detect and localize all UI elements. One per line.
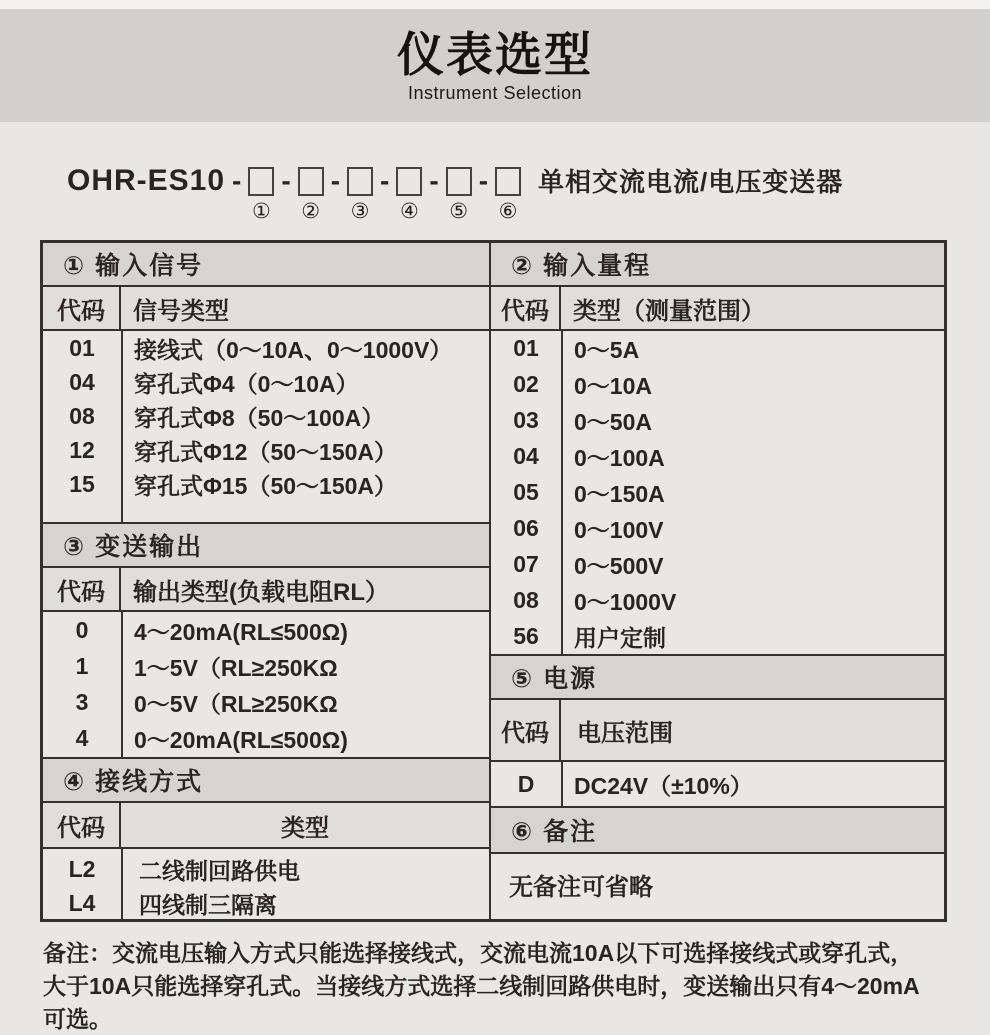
type-column-header: 类型（测量范围） xyxy=(573,297,765,325)
section-column-headers xyxy=(43,803,489,849)
section-power-supply xyxy=(491,654,944,806)
table-row xyxy=(491,403,944,439)
model-description: 单相交流电流/电压变送器 xyxy=(538,167,844,197)
model-dash: - xyxy=(429,165,439,196)
type-column-header: 类型 xyxy=(281,814,329,842)
section-title: ② 输入量程 xyxy=(491,243,944,287)
model-position-number: ② xyxy=(301,200,321,223)
row-type: 0～150A xyxy=(574,481,665,507)
model-position-number: ⑤ xyxy=(449,200,469,223)
model-position-number: ④ xyxy=(399,200,419,223)
row-code: 4 xyxy=(75,725,89,752)
table-row xyxy=(491,618,944,654)
table-row xyxy=(491,510,944,546)
row-code: 02 xyxy=(513,371,539,398)
code-column-header: 代码 xyxy=(43,287,121,329)
row-type: 0～100V xyxy=(574,516,664,543)
row-code: L2 xyxy=(68,855,96,882)
remark-content: 无备注可省略 xyxy=(509,874,653,901)
row-type: 穿孔式Φ8（50～100A） xyxy=(134,404,385,431)
row-code: 04 xyxy=(69,368,95,395)
table-row xyxy=(491,475,944,511)
model-code-slot xyxy=(396,163,422,222)
row-code: 07 xyxy=(513,550,539,577)
row-code: D xyxy=(517,770,535,797)
row-type: 接线式（0～10A、0～1000V） xyxy=(134,336,453,363)
page-subtitle: Instrument Selection xyxy=(407,82,583,103)
table-right-column xyxy=(489,243,944,919)
section-rows xyxy=(43,331,489,522)
row-code: 15 xyxy=(69,470,95,497)
code-column-header: 代码 xyxy=(43,803,121,847)
section-input-signal xyxy=(43,243,489,522)
table-row xyxy=(43,721,489,757)
section-title: ① 输入信号 xyxy=(43,243,489,287)
row-type: 1～5V（RL≥250KΩ xyxy=(134,654,338,681)
model-code-box xyxy=(347,167,373,196)
row-type: 0～5V（RL≥250KΩ xyxy=(134,691,338,718)
row-type: 0～50A xyxy=(574,409,652,436)
section-rows xyxy=(43,612,489,757)
table-row xyxy=(43,331,489,365)
top-strip xyxy=(0,0,990,9)
row-code: 03 xyxy=(513,407,539,434)
model-code-box xyxy=(396,167,422,196)
row-type: 穿孔式Φ4（0～10A） xyxy=(134,370,359,397)
section-column-headers xyxy=(491,700,944,762)
table-row xyxy=(491,762,944,806)
row-code: 08 xyxy=(69,402,95,429)
table-row xyxy=(43,612,489,648)
row-type: 0～1000V xyxy=(574,588,677,615)
section-title: ⑥ 备注 xyxy=(491,808,944,854)
section-wiring-method xyxy=(43,757,489,920)
type-column-header: 输出类型(负载电阻RL） xyxy=(133,578,389,606)
model-code-box xyxy=(298,167,324,196)
model-code-slot xyxy=(248,163,274,222)
section-remark xyxy=(491,806,944,902)
table-row xyxy=(43,467,489,501)
model-dash: - xyxy=(232,165,242,196)
model-dash: - xyxy=(281,165,291,196)
row-type: 穿孔式Φ12（50～150A） xyxy=(134,438,398,465)
table-row xyxy=(491,367,944,403)
row-code: 12 xyxy=(69,436,95,463)
row-code: L4 xyxy=(68,889,96,916)
model-code-box xyxy=(446,167,472,196)
section-rows xyxy=(491,762,944,806)
row-code: 3 xyxy=(75,689,89,716)
section-rows xyxy=(43,849,489,920)
page-header xyxy=(0,9,990,122)
row-code: 01 xyxy=(69,334,95,361)
footnote-line: 备注：交流电压输入方式只能选择接线式，交流电流10A以下可选择接线式或穿孔式， xyxy=(43,940,914,966)
table-row xyxy=(43,886,489,920)
section-column-headers xyxy=(43,287,489,331)
model-code-slots xyxy=(225,163,521,222)
row-type: 四线制三隔离 xyxy=(139,891,277,918)
row-code: 01 xyxy=(513,335,539,362)
model-code-slot xyxy=(298,163,324,222)
row-code: 05 xyxy=(513,479,539,505)
row-type: 0～5A xyxy=(574,337,640,364)
section-input-range xyxy=(491,243,944,654)
model-position-number: ③ xyxy=(350,200,370,223)
row-type: 二线制回路供电 xyxy=(139,857,300,884)
model-code-box xyxy=(248,167,274,196)
footnote-line: 大于10A只能选择穿孔式。当接线方式选择二线制回路供电时，变送输出只有4～20mA xyxy=(43,973,920,999)
model-code-slot xyxy=(495,163,521,222)
row-code: 08 xyxy=(513,586,539,613)
section-title: ⑤ 电源 xyxy=(491,656,944,700)
footnote-line: 可选。 xyxy=(43,1006,112,1032)
row-type: 0～10A xyxy=(574,373,652,400)
table-row xyxy=(43,399,489,433)
section-rows xyxy=(491,331,944,654)
row-code: 1 xyxy=(75,652,89,679)
table-row xyxy=(491,582,944,618)
section-title: ④ 接线方式 xyxy=(43,759,489,803)
table-left-column xyxy=(43,243,489,919)
table-row xyxy=(43,648,489,684)
model-position-number: ⑥ xyxy=(498,200,518,223)
type-column-header: 电压范围 xyxy=(577,719,673,747)
code-column-header: 代码 xyxy=(43,568,121,610)
table-row xyxy=(43,685,489,721)
table-row xyxy=(491,331,944,367)
section-title: ③ 变送输出 xyxy=(43,524,489,568)
selection-table xyxy=(40,240,947,922)
section-transmission-output xyxy=(43,522,489,757)
section-column-headers xyxy=(43,568,489,612)
row-type: 用户定制 xyxy=(574,624,666,651)
footnote xyxy=(43,937,955,1035)
table-row xyxy=(491,546,944,582)
table-row xyxy=(43,365,489,399)
model-dash: - xyxy=(478,165,489,196)
model-dash: - xyxy=(380,165,390,196)
model-dash: - xyxy=(330,165,341,196)
model-code-slot xyxy=(347,163,373,222)
model-prefix: OHR-ES10 xyxy=(67,164,226,197)
code-column-header: 代码 xyxy=(491,700,561,760)
row-code: 04 xyxy=(513,443,539,470)
row-type: DC24V（±10%） xyxy=(574,772,753,799)
model-code-box xyxy=(495,167,521,196)
model-position-number: ① xyxy=(251,200,271,223)
row-type: 0～500V xyxy=(574,552,664,579)
row-code: 56 xyxy=(513,622,539,649)
row-type: 0～20mA(RL≤500Ω) xyxy=(134,727,348,754)
section-column-headers xyxy=(491,287,944,331)
type-column-header: 信号类型 xyxy=(133,297,229,325)
model-code-slot xyxy=(446,163,472,222)
table-row xyxy=(43,433,489,467)
row-type: 0～100A xyxy=(574,445,665,472)
page-title: 仪表选型 xyxy=(397,28,593,82)
row-code: 0 xyxy=(75,616,89,643)
model-code-line xyxy=(67,163,843,222)
row-code: 06 xyxy=(513,514,539,541)
row-type: 4～20mA(RL≤500Ω) xyxy=(134,618,348,645)
table-row xyxy=(43,852,489,886)
code-column-header: 代码 xyxy=(491,287,561,329)
table-row xyxy=(491,439,944,475)
row-type: 穿孔式Φ15（50～150A） xyxy=(134,472,398,499)
